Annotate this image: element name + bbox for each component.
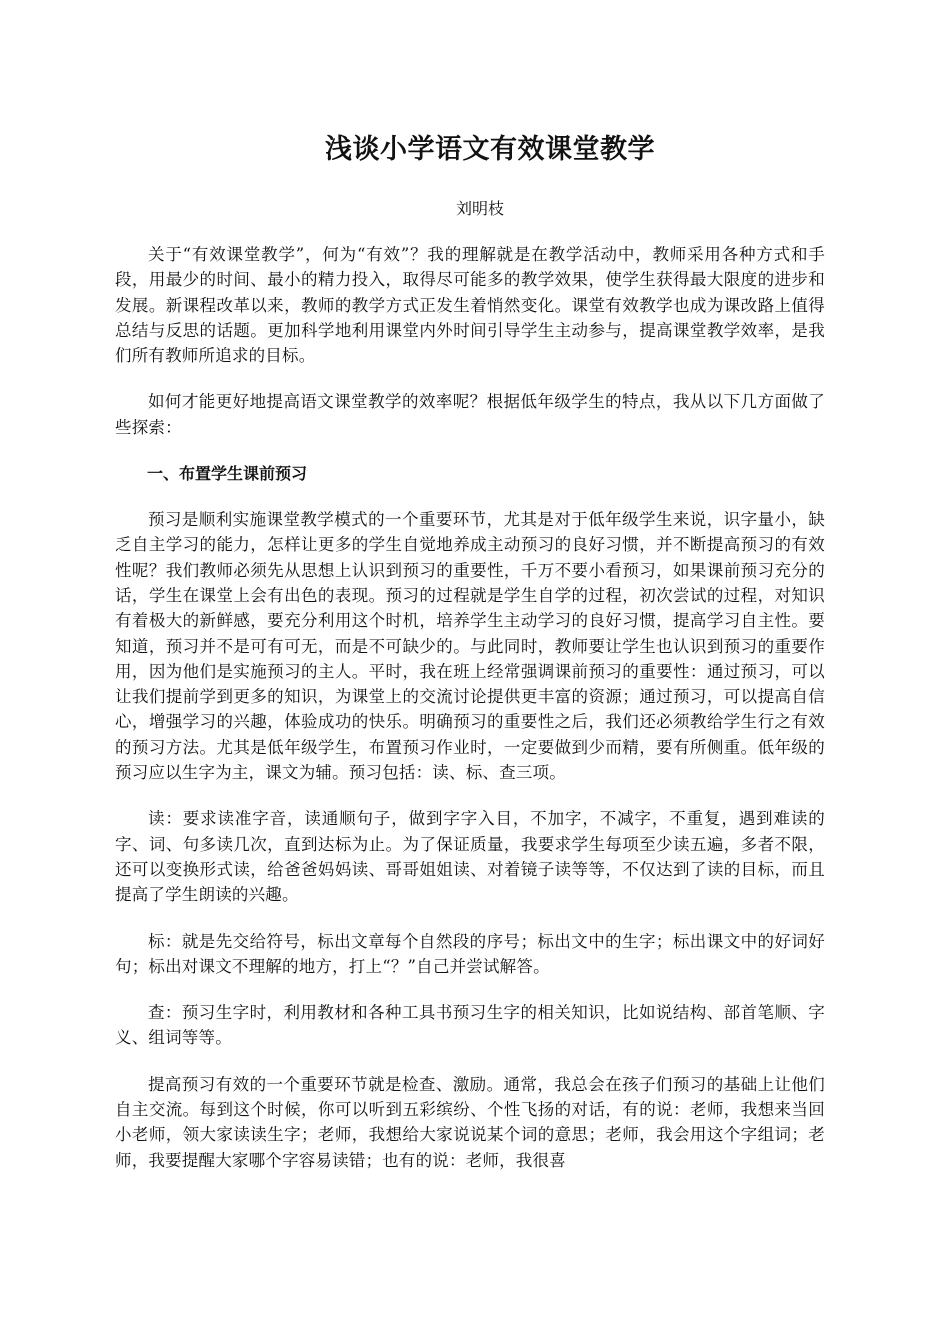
intro-paragraph-1: 关于“有效课堂教学”，何为“有效”？我的理解就是在教学活动中，教师采用各种方式和手段，用最少的时间、最小的精力投入，取得尽可能多的教学效果，使学生获得最大限度的进步和发展。新课程改革以来，教师的教学方式正发生着悄然变化。课堂有效教学也成为课改路上值得总结与反思的话题。更加科学地利用课堂内外时间引导学生主动参与，提高课堂教学效率，是我们所有教师所追求的目标。 [115,245,825,366]
intro-paragraph-2: 如何才能更好地提高语文课堂教学的效率呢？根据低年级学生的特点，我从以下几方面做了些探索： [115,392,825,437]
document-title: 浅谈小学语文有效课堂教学 [325,134,655,165]
document-author: 刘明枝 [455,199,504,218]
section-paragraph-lookup: 查：预习生字时，利用教材和各种工具书预习生字的相关知识，比如说结构、部首笔顺、字义、组词等等。 [115,1003,825,1048]
section-paragraph-mark: 标：就是先交给符号，标出文章每个自然段的序号；标出文中的生字；标出课文中的好词好句；标出对课文不理解的地方，打上“？”自己并尝试解答。 [115,931,825,976]
document-page [115,130,825,1194]
section-paragraph-read: 读：要求读准字音，读通顺句子，做到字字入目，不加字，不减字，不重复，遇到难读的字、词、句多读几次，直到达标为止。为了保证质量，我要求学生每项至少读五遍，多者不限，还可以变换形式读，给爸爸妈妈读、哥哥姐姐读、对着镜子读等等，不仅达到了读的目标，而且提高了学生朗读的兴趣。 [115,809,825,905]
section-heading: 一、布置学生课前预习 [147,464,308,484]
section-paragraph-check: 提高预习有效的一个重要环节就是检查、激励。通常，我总会在孩子们预习的基础上让他们自主交流。每到这个时候，你可以听到五彩缤纷、个性飞扬的对话，有的说：老师，我想来当回小老师，领大家读读生字；老师，我想给大家说说某个词的意思；老师，我会用这个字组词；老师，我要提醒大家哪个字容易读错；也有的说：老师，我很喜 [115,1074,825,1170]
section-paragraph-preview: 预习是顺利实施课堂教学模式的一个重要环节，尤其是对于低年级学生来说，识字量小，缺乏自主学习的能力，怎样让更多的学生自觉地养成主动预习的良好习惯，并不断提高预习的有效性呢？我们教师必须先从思想上认识到预习的重要性，千万不要小看预习，如果课前预习充分的话，学生在课堂上会有出色的表现。预习的过程就是学生自学的过程，初次尝试的过程，对知识有着极大的新鲜感，要充分利用这个时机，培养学生主动学习的良好习惯，提高学习自主性。要知道，预习并不是可有可无，而是不可缺少的。与此同时，教师要让学生也认识到预习的重要作用，因为他们是实施预习的主人。平时，我在班上经常强调课前预习的重要性：通过预习，可以让我们提前学到更多的知识，为课堂上的交流讨论提供更丰富的资源；通过预习，可以提高自信心，增强学习的兴趣，体验成功的快乐。明确预习的重要性之后，我们还必须教给学生行之有效的预习方法。尤其是低年级学生，布置预习作业时，一定要做到少而精，要有所侧重。低年级的预习应以生字为主，课文为辅。预习包括：读、标、查三项。 [115,510,825,783]
